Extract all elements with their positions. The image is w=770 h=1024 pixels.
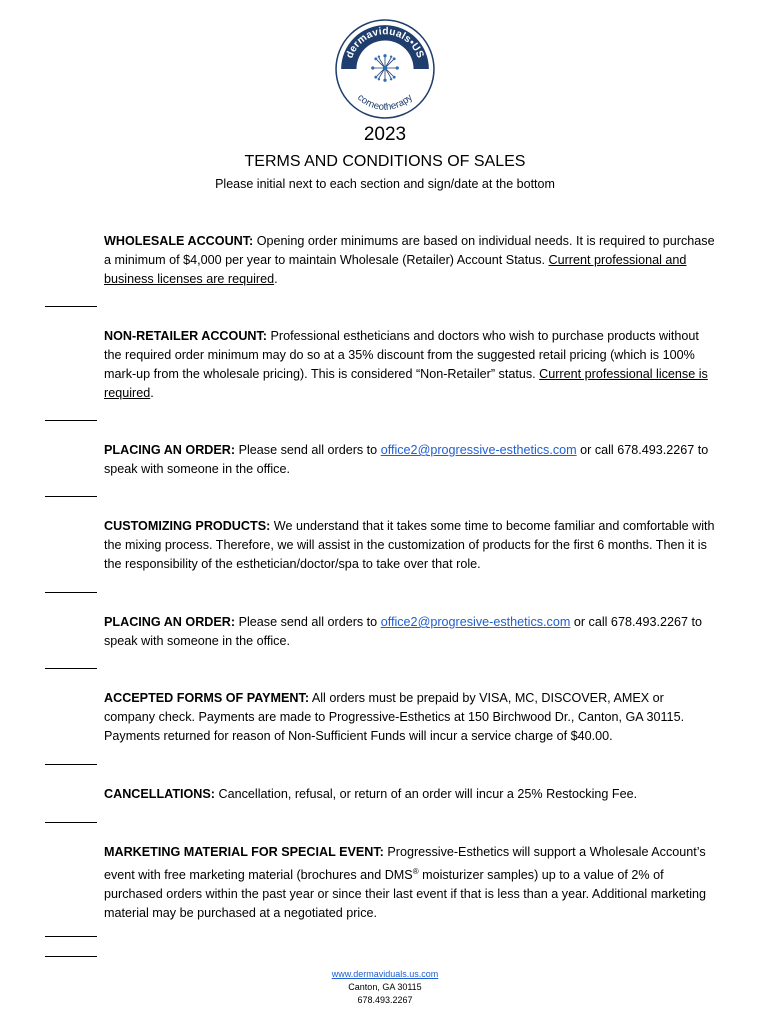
section-non-retailer-account: NON-RETAILER ACCOUNT: Professional estheticians and doctors who wish to purchase products without the required order minimum may do so at a 35% discount from the suggested retail pricing (which is 100% mark-up from the wholesale pricing). This is considered “Non-Retailer” status. Current professional license is required. [104, 329, 708, 400]
section-placing-order-2: PLACING AN ORDER: Please send all orders to office2@progresive-esthetics.com or call 678.493.2267 to speak with someone in the office. [104, 615, 702, 648]
footer-city: Canton, GA 30115 [348, 982, 422, 992]
section-placing-order: PLACING AN ORDER: Please send all orders to office2@progressive-esthetics.com or call 678.493.2267 to speak with someone in the office. [104, 443, 709, 476]
dermaviduals-logo [334, 18, 436, 120]
footer-website-link[interactable]: www.dermaviduals.us.com [331, 969, 439, 979]
section-marketing-material: MARKETING MATERIAL FOR SPECIAL EVENT: Progressive-Esthetics will support a Wholesale Account’s event with free marketing material (brochures and DMS® moisturizer samples) up to a value of 2% of purchased orders within the past year or since their last event if that is less than a year. Additional marketing material may be purchased at a negotiated price. [104, 845, 707, 921]
initial-line-marketing[interactable] [45, 936, 97, 937]
section-customizing-products: CUSTOMIZING PRODUCTS: We understand that it takes some time to become familiar and comfortable with the mixing process. Therefore, we will assist in the customization of products for the first 6 months. Then it is the responsibility of the esthetician/doctor/spa to take over that role. [104, 519, 715, 571]
email-link[interactable]: office2@progresive-esthetics.com [380, 615, 571, 629]
email-link[interactable]: office2@progressive-esthetics.com [380, 443, 577, 457]
initial-line-placing-order-2[interactable] [45, 668, 97, 669]
section-heading: NON-RETAILER ACCOUNT: [104, 329, 268, 343]
section-heading: PLACING AN ORDER: [104, 443, 236, 457]
section-heading: ACCEPTED FORMS OF PAYMENT: [104, 691, 310, 705]
svg-text:corneotherapy: corneotherapy [355, 92, 415, 113]
section-cancellations: CANCELLATIONS: Cancellation, refusal, or return of an order will incur a 25% Restocking Fee. [104, 787, 638, 801]
initial-line-payment[interactable] [45, 764, 97, 765]
initial-line-placing-order[interactable] [45, 496, 97, 497]
initial-line-wholesale[interactable] [45, 306, 97, 307]
initial-line-non-retailer[interactable] [45, 420, 97, 421]
initial-line-cancellations[interactable] [45, 822, 97, 823]
svg-text:dermaviduals•US: dermaviduals•US [344, 26, 426, 60]
signature-date-line[interactable] [45, 956, 97, 957]
section-heading: WHOLESALE ACCOUNT: [104, 234, 254, 248]
section-heading: CUSTOMIZING PRODUCTS: [104, 519, 271, 533]
footer [0, 968, 770, 1007]
section-heading: CANCELLATIONS: [104, 787, 216, 801]
section-heading: PLACING AN ORDER: [104, 615, 236, 629]
document-subtitle: Please initial next to each section and sign/date at the bottom [215, 177, 555, 191]
section-wholesale-account: WHOLESALE ACCOUNT: Opening order minimums are based on individual needs. It is required to purchase a minimum of $4,000 per year to maintain Wholesale (Retailer) Account Status. Current professional and business licenses are required. [104, 234, 715, 286]
document-year: 2023 [363, 124, 407, 145]
footer-phone: 678.493.2267 [357, 995, 413, 1005]
section-heading: MARKETING MATERIAL FOR SPECIAL EVENT: [104, 845, 384, 859]
document-title: TERMS AND CONDITIONS OF SALES [244, 153, 526, 170]
initial-line-customizing[interactable] [45, 592, 97, 593]
section-accepted-payment: ACCEPTED FORMS OF PAYMENT: All orders must be prepaid by VISA, MC, DISCOVER, AMEX or company check. Payments are made to Progressive-Esthetics at 150 Birchwood Dr., Canton, GA 30115. Payments returned for reason of Non-Sufficient Funds will incur a service charge of $40.00. [104, 691, 685, 743]
